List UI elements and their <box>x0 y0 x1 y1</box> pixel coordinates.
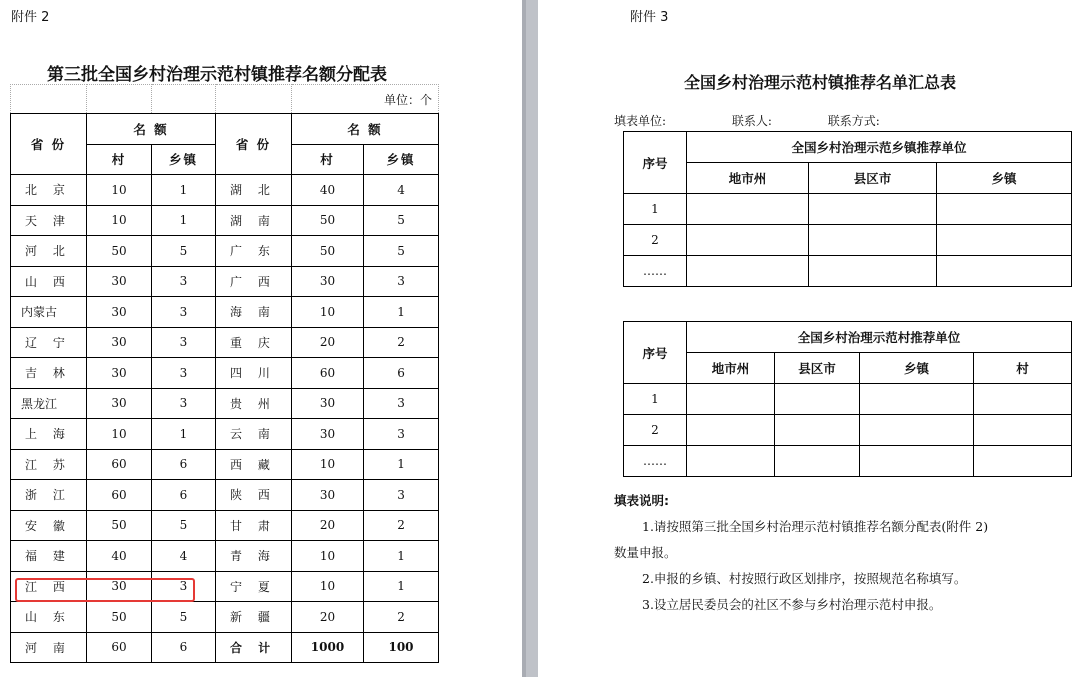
township-empty-cell[interactable] <box>937 256 1072 287</box>
quota-row <box>11 266 439 297</box>
contact-label: 联系人: <box>731 114 772 128</box>
village-count-cell: 60 <box>87 480 152 511</box>
province-cell: 江 苏 <box>11 449 87 480</box>
village-count-cell: 40 <box>292 175 364 206</box>
village-count-cell: 20 <box>292 510 364 541</box>
village-count-cell: 40 <box>87 541 152 572</box>
province-cell: 山 西 <box>11 266 87 297</box>
province-cell: 河 北 <box>11 236 87 267</box>
township-count-cell: 5 <box>152 602 216 633</box>
township-col-county: 县区市 <box>809 163 937 194</box>
township-count-cell: 6 <box>152 449 216 480</box>
township-count-cell: 1 <box>152 175 216 206</box>
village-header-right: 村 <box>292 144 364 175</box>
township-row <box>624 225 1072 256</box>
province-cell: 湖 北 <box>216 175 292 206</box>
quota-row <box>11 419 439 450</box>
township-count-cell: 1 <box>364 541 439 572</box>
village-count-cell: 50 <box>87 510 152 541</box>
township-count-cell: 3 <box>152 327 216 358</box>
province-cell: 北 京 <box>11 175 87 206</box>
village-empty-cell[interactable] <box>687 384 775 415</box>
quota-header-right: 名 额 <box>292 114 439 145</box>
village-empty-cell[interactable] <box>860 384 974 415</box>
village-count-cell: 30 <box>292 419 364 450</box>
village-count-cell: 50 <box>87 236 152 267</box>
township-empty-cell[interactable] <box>809 194 937 225</box>
township-col-township: 乡镇 <box>937 163 1072 194</box>
township-count-cell: 5 <box>364 205 439 236</box>
village-empty-cell[interactable] <box>775 415 860 446</box>
village-col-county: 县区市 <box>775 353 860 384</box>
township-count-cell: 3 <box>152 571 216 602</box>
township-group-header: 全国乡村治理示范乡镇推荐单位 <box>687 132 1072 163</box>
quota-row <box>11 510 439 541</box>
township-empty-cell[interactable] <box>937 225 1072 256</box>
province-cell: 辽 宁 <box>11 327 87 358</box>
township-index-header: 序号 <box>624 132 687 194</box>
total-village-cell: 1000 <box>292 632 364 663</box>
village-col-village: 村 <box>974 353 1072 384</box>
township-count-cell: 3 <box>152 358 216 389</box>
township-row <box>624 256 1072 287</box>
village-count-cell: 30 <box>87 297 152 328</box>
township-count-cell: 2 <box>364 327 439 358</box>
village-row <box>624 446 1072 477</box>
village-count-cell: 30 <box>292 480 364 511</box>
village-row <box>624 415 1072 446</box>
village-row <box>624 384 1072 415</box>
quota-row <box>11 358 439 389</box>
village-header-row-2 <box>624 353 1072 384</box>
contact-method-label: 联系方式: <box>827 114 880 128</box>
township-count-cell: 5 <box>364 236 439 267</box>
village-col-city: 地市州 <box>687 353 775 384</box>
quota-row <box>11 175 439 206</box>
village-count-cell: 60 <box>87 632 152 663</box>
quota-row <box>11 541 439 572</box>
township-count-cell: 3 <box>364 388 439 419</box>
quota-table <box>10 84 439 663</box>
township-count-cell: 4 <box>364 175 439 206</box>
township-index-cell: 1 <box>624 194 687 225</box>
fill-info-line <box>614 112 880 129</box>
township-count-cell: 1 <box>152 205 216 236</box>
village-empty-cell[interactable] <box>974 446 1072 477</box>
township-index-cell: 2 <box>624 225 687 256</box>
header-row-1 <box>11 114 439 145</box>
township-empty-cell[interactable] <box>809 256 937 287</box>
village-count-cell: 10 <box>292 449 364 480</box>
township-count-cell: 1 <box>364 297 439 328</box>
village-count-cell: 10 <box>292 297 364 328</box>
quota-row <box>11 236 439 267</box>
province-cell: 上 海 <box>11 419 87 450</box>
township-header-right: 乡镇 <box>364 144 439 175</box>
province-cell: 四 川 <box>216 358 292 389</box>
township-count-cell: 6 <box>152 480 216 511</box>
quota-row <box>11 449 439 480</box>
village-empty-cell[interactable] <box>974 415 1072 446</box>
village-count-cell: 60 <box>87 449 152 480</box>
quota-header-left: 名 额 <box>87 114 216 145</box>
village-group-header: 全国乡村治理示范村推荐单位 <box>687 322 1072 353</box>
fill-instructions <box>614 488 1064 618</box>
province-header-right: 省 份 <box>216 114 292 175</box>
township-col-city: 地市州 <box>687 163 809 194</box>
village-empty-cell[interactable] <box>687 415 775 446</box>
province-cell: 内蒙古 <box>11 297 87 328</box>
village-count-cell: 30 <box>87 388 152 419</box>
quota-table-title: 第三批全国乡村治理示范村镇推荐名额分配表 <box>47 65 387 85</box>
province-cell: 云 南 <box>216 419 292 450</box>
township-count-cell: 6 <box>152 632 216 663</box>
village-count-cell: 30 <box>292 266 364 297</box>
village-empty-cell[interactable] <box>860 446 974 477</box>
township-header-row-2 <box>624 163 1072 194</box>
province-cell: 天 津 <box>11 205 87 236</box>
township-count-cell: 3 <box>364 266 439 297</box>
village-index-cell: 1 <box>624 384 687 415</box>
village-index-cell: …… <box>624 446 687 477</box>
township-header-left: 乡镇 <box>152 144 216 175</box>
township-header-row-1 <box>624 132 1072 163</box>
township-count-cell: 3 <box>152 266 216 297</box>
note-item-3: 3.设立居民委员会的社区不参与乡村治理示范村申报。 <box>642 597 942 612</box>
village-count-cell: 10 <box>87 175 152 206</box>
township-count-cell: 1 <box>364 449 439 480</box>
notes-title: 填表说明: <box>614 493 669 508</box>
attachment-label-2: 附件 2 <box>11 10 50 25</box>
township-empty-cell[interactable] <box>687 194 809 225</box>
township-row <box>624 194 1072 225</box>
province-cell: 甘 肃 <box>216 510 292 541</box>
summary-table-title: 全国乡村治理示范村镇推荐名单汇总表 <box>684 73 957 92</box>
township-count-cell: 3 <box>152 388 216 419</box>
village-count-cell: 30 <box>87 327 152 358</box>
village-empty-cell[interactable] <box>687 446 775 477</box>
note-item-1-cont: 数量申报。 <box>614 545 677 560</box>
township-count-cell: 2 <box>364 602 439 633</box>
village-index-cell: 2 <box>624 415 687 446</box>
province-cell: 江 西 <box>11 571 87 602</box>
village-count-cell: 30 <box>292 388 364 419</box>
village-count-cell: 10 <box>87 205 152 236</box>
attachment-label-3: 附件 3 <box>630 10 669 25</box>
province-cell: 广 东 <box>216 236 292 267</box>
village-count-cell: 30 <box>87 358 152 389</box>
highlight-box-jiangxi <box>15 578 195 602</box>
note-item-1: 1.请按照第三批全国乡村治理示范村镇推荐名额分配表(附件 2) <box>642 519 989 534</box>
township-count-cell: 2 <box>364 510 439 541</box>
province-cell: 广 西 <box>216 266 292 297</box>
village-empty-cell[interactable] <box>775 384 860 415</box>
quota-row <box>11 602 439 633</box>
left-page <box>0 0 522 677</box>
total-township-cell: 100 <box>364 632 439 663</box>
township-count-cell: 5 <box>152 510 216 541</box>
village-count-cell: 50 <box>292 205 364 236</box>
township-count-cell: 3 <box>364 480 439 511</box>
province-cell: 湖 南 <box>216 205 292 236</box>
quota-row <box>11 632 439 663</box>
province-header-left: 省 份 <box>11 114 87 175</box>
township-summary-table <box>623 131 1072 287</box>
village-count-cell: 10 <box>87 419 152 450</box>
township-count-cell: 1 <box>364 571 439 602</box>
village-count-cell: 50 <box>87 602 152 633</box>
township-index-cell: …… <box>624 256 687 287</box>
total-label-cell: 合 计 <box>216 632 292 663</box>
village-count-cell: 60 <box>292 358 364 389</box>
province-cell: 青 海 <box>216 541 292 572</box>
note-item-2: 2.申报的乡镇、村按照行政区划排序，按照规范名称填写。 <box>642 571 967 586</box>
province-cell: 吉 林 <box>11 358 87 389</box>
village-count-cell: 10 <box>292 571 364 602</box>
fill-unit-label: 填表单位: <box>614 114 667 128</box>
quota-row <box>11 297 439 328</box>
province-cell: 陕 西 <box>216 480 292 511</box>
township-empty-cell[interactable] <box>937 194 1072 225</box>
township-empty-cell[interactable] <box>809 225 937 256</box>
province-cell: 新 疆 <box>216 602 292 633</box>
village-header-left: 村 <box>87 144 152 175</box>
village-header-row-1 <box>624 322 1072 353</box>
province-cell: 安 徽 <box>11 510 87 541</box>
quota-row <box>11 327 439 358</box>
province-cell: 山 东 <box>11 602 87 633</box>
quota-row <box>11 388 439 419</box>
province-cell: 黑龙江 <box>11 388 87 419</box>
village-count-cell: 20 <box>292 602 364 633</box>
province-cell: 宁 夏 <box>216 571 292 602</box>
village-index-header: 序号 <box>624 322 687 384</box>
quota-row <box>11 480 439 511</box>
village-count-cell: 10 <box>292 541 364 572</box>
province-cell: 河 南 <box>11 632 87 663</box>
township-count-cell: 5 <box>152 236 216 267</box>
village-empty-cell[interactable] <box>860 415 974 446</box>
village-count-cell: 50 <box>292 236 364 267</box>
unit-row <box>11 85 439 114</box>
page-gutter <box>522 0 538 677</box>
village-col-township: 乡镇 <box>860 353 974 384</box>
province-cell: 重 庆 <box>216 327 292 358</box>
village-count-cell: 30 <box>87 266 152 297</box>
township-count-cell: 3 <box>364 419 439 450</box>
unit-label: 单位：个 <box>292 85 439 114</box>
quota-row <box>11 205 439 236</box>
village-count-cell: 30 <box>87 571 152 602</box>
township-empty-cell[interactable] <box>687 225 809 256</box>
province-cell: 福 建 <box>11 541 87 572</box>
province-cell: 浙 江 <box>11 480 87 511</box>
township-count-cell: 1 <box>152 419 216 450</box>
township-count-cell: 6 <box>364 358 439 389</box>
village-empty-cell[interactable] <box>775 446 860 477</box>
province-cell: 贵 州 <box>216 388 292 419</box>
village-summary-table <box>623 321 1072 477</box>
township-count-cell: 4 <box>152 541 216 572</box>
village-empty-cell[interactable] <box>974 384 1072 415</box>
province-cell: 西 藏 <box>216 449 292 480</box>
township-empty-cell[interactable] <box>687 256 809 287</box>
province-cell: 海 南 <box>216 297 292 328</box>
township-count-cell: 3 <box>152 297 216 328</box>
village-count-cell: 20 <box>292 327 364 358</box>
